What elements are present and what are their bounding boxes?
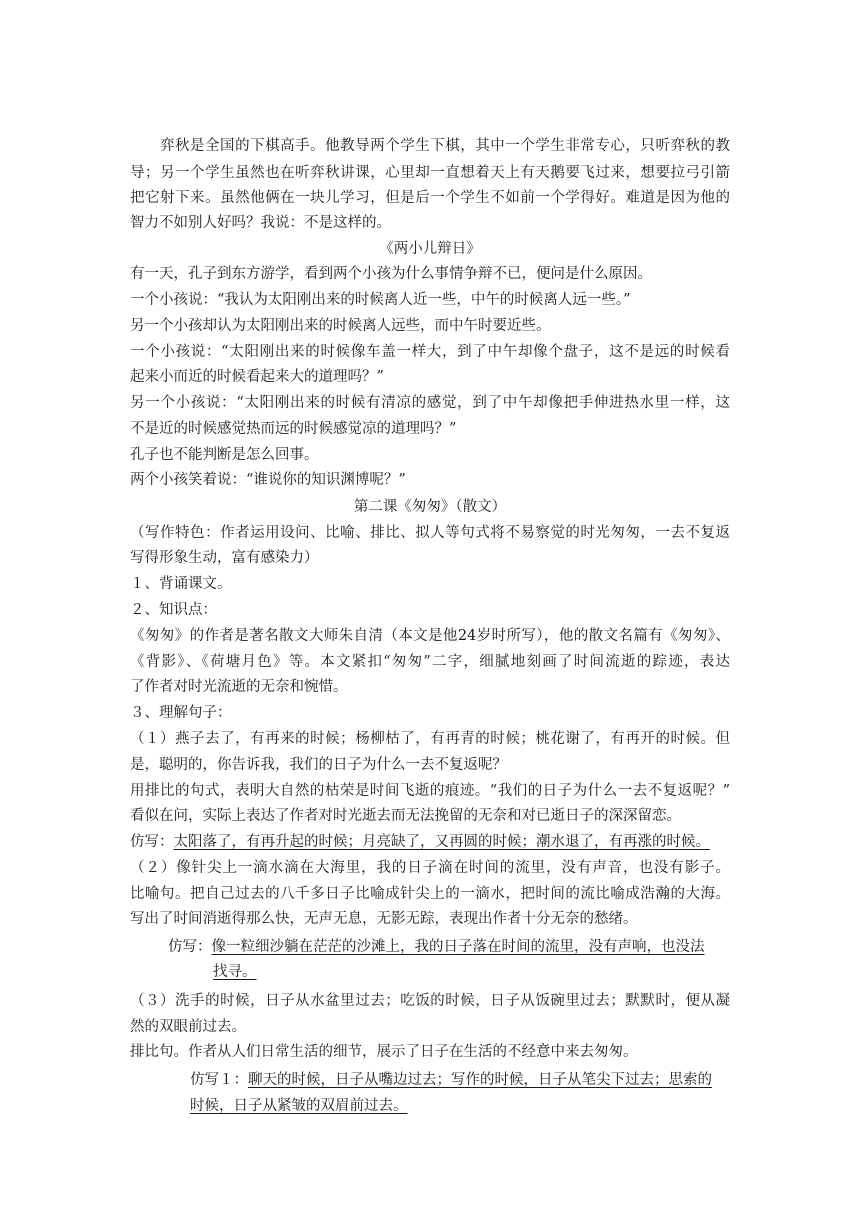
- imitation-line: [168, 937, 730, 957]
- paragraph-line: 有一天，孔子到东方游学，看到两个小孩为什么事情争辩不已，便问是什么原因。: [130, 266, 652, 282]
- paragraph-line: 《背影》、《荷塘月色》等。本文紧扣“匆匆”二字，细腻地刻画了时间流逝的踪迹，表达: [130, 654, 730, 670]
- imitation-label: 仿写：: [130, 834, 174, 850]
- imitation-label: 仿写：: [168, 939, 212, 955]
- imitation-label: 仿写１：: [190, 1072, 248, 1088]
- paragraph-line: 弈秋是全国的下棋高手。他教导两个学生下棋，其中一个学生非常专心，只听弈秋的教: [160, 138, 730, 154]
- imitation-line: [190, 1070, 730, 1090]
- imitation-answer: 找寻。: [213, 964, 257, 980]
- paragraph-line: 《匆匆》的作者是著名散文大师朱自清（本文是他24岁时所写），他的散文名篇有《匆匆》、: [130, 628, 730, 644]
- paragraph-line: 一个小孩说：“太阳刚出来的时候像车盖一样大，到了中午却像个盘子，这不是远的时候看: [130, 344, 730, 360]
- paragraph-line: （１）燕子去了，有再来的时候；杨柳枯了，有再青的时候；桃花谢了，有再开的时候。但: [130, 731, 730, 747]
- paragraph-line: 导；另一个学生虽然也在听弈秋讲课，心里却一直想着天上有天鹅要飞过来，想要拉弓引箭: [130, 165, 730, 181]
- paragraph-line: （２）像针尖上一滴水滴在大海里，我的日子滴在时间的流里，没有声音，也没有影子。: [130, 860, 730, 876]
- paragraph-line: 写出了时间消逝得那么快，无声无息，无影无踪，表现出作者十分无奈的愁绪。: [130, 911, 638, 927]
- paragraph-line: 一个小孩说：“我认为太阳刚出来的时候离人近一些，中午的时候离人远一些。”: [130, 292, 631, 308]
- paragraph-line: 看似在问，实际上表达了作者对时光逝去而无法挽留的无奈和对已逝日子的深深留恋。: [130, 808, 681, 824]
- paragraph-line: 孔子也不能判断是怎么回事。: [130, 447, 319, 463]
- paragraph-line: 起来小而近的时候看起来大的道理吗？”: [130, 369, 384, 385]
- section-title: 《两小儿辩日》: [379, 241, 481, 257]
- paragraph-line: 另一个小孩却认为太阳刚出来的时候离人远些，而中午时要近些。: [130, 318, 551, 334]
- imitation-answer: 聊天的时候，日子从嘴边过去；写作的时候，日子从笔尖下过去；思索的: [248, 1072, 712, 1088]
- paragraph-line: （写作特色：作者运用设问、比喻、排比、拟人等句式将不易察觉的时光匆匆，一去不复返: [130, 525, 730, 541]
- imitation-line: [130, 832, 730, 852]
- paragraph-line: 把它射下来。虽然他俩在一块儿学习，但是后一个学生不如前一个学得好。难道是因为他的: [130, 190, 730, 206]
- lesson-title: 第二课《匆匆》（散文）: [353, 499, 507, 515]
- paragraph-line: 另一个小孩说：“太阳刚出来的时候有清凉的感觉，到了中午却像把手伸进热水里一样，这: [130, 395, 730, 411]
- paragraph-line: 然的双眼前过去。: [130, 1019, 246, 1035]
- imitation-answer: 太阳落了，有再升起的时候；月亮缺了，又再圆的时候；潮水退了，有再涨的时候。: [173, 834, 710, 850]
- imitation-answer: 像一粒细沙躺在茫茫的沙滩上，我的日子落在时间的流里，没有声响，也没法: [211, 939, 705, 955]
- paragraph-line: 两个小孩笑着说：“谁说你的知识渊博呢？”: [130, 472, 406, 488]
- paragraph-line: 了作者对时光流逝的无奈和惋惜。: [130, 679, 348, 695]
- imitation-line: [190, 1096, 730, 1116]
- paragraph-line: （３）洗手的时候，日子从水盆里过去；吃饭的时候，日子从饭碗里过去；默默时，便从凝: [130, 993, 730, 1009]
- paragraph-line: 排比句。作者从人们日常生活的细节，展示了日子在生活的不经意中来去匆匆。: [130, 1044, 638, 1060]
- list-item: ３、理解句子：: [130, 705, 232, 721]
- list-item: ２、知识点：: [130, 602, 217, 618]
- paragraph-line: 不是近的时候感觉热而远的时候感觉凉的道理吗？”: [130, 421, 457, 437]
- imitation-line: [213, 962, 775, 982]
- imitation-answer: 时候，日子从紧皱的双眉前过去。: [190, 1098, 408, 1114]
- paragraph-line: 用排比的句式，表明大自然的枯荣是时间飞逝的痕迹。“我们的日子为什么一去不复返呢？”: [130, 783, 730, 799]
- paragraph-line: 比喻句。把自己过去的八千多日子比喻成针尖上的一滴水，把时间的流比喻成浩瀚的大海。: [130, 886, 730, 902]
- list-item: １、背诵课文。: [130, 576, 232, 592]
- paragraph-line: 智力不如别人好吗？我说：不是这样的。: [130, 215, 391, 231]
- paragraph-line: 写得形象生动，富有感染力）: [130, 550, 319, 566]
- paragraph-line: 是，聪明的，你告诉我，我们的日子为什么一去不复返呢？: [130, 757, 507, 773]
